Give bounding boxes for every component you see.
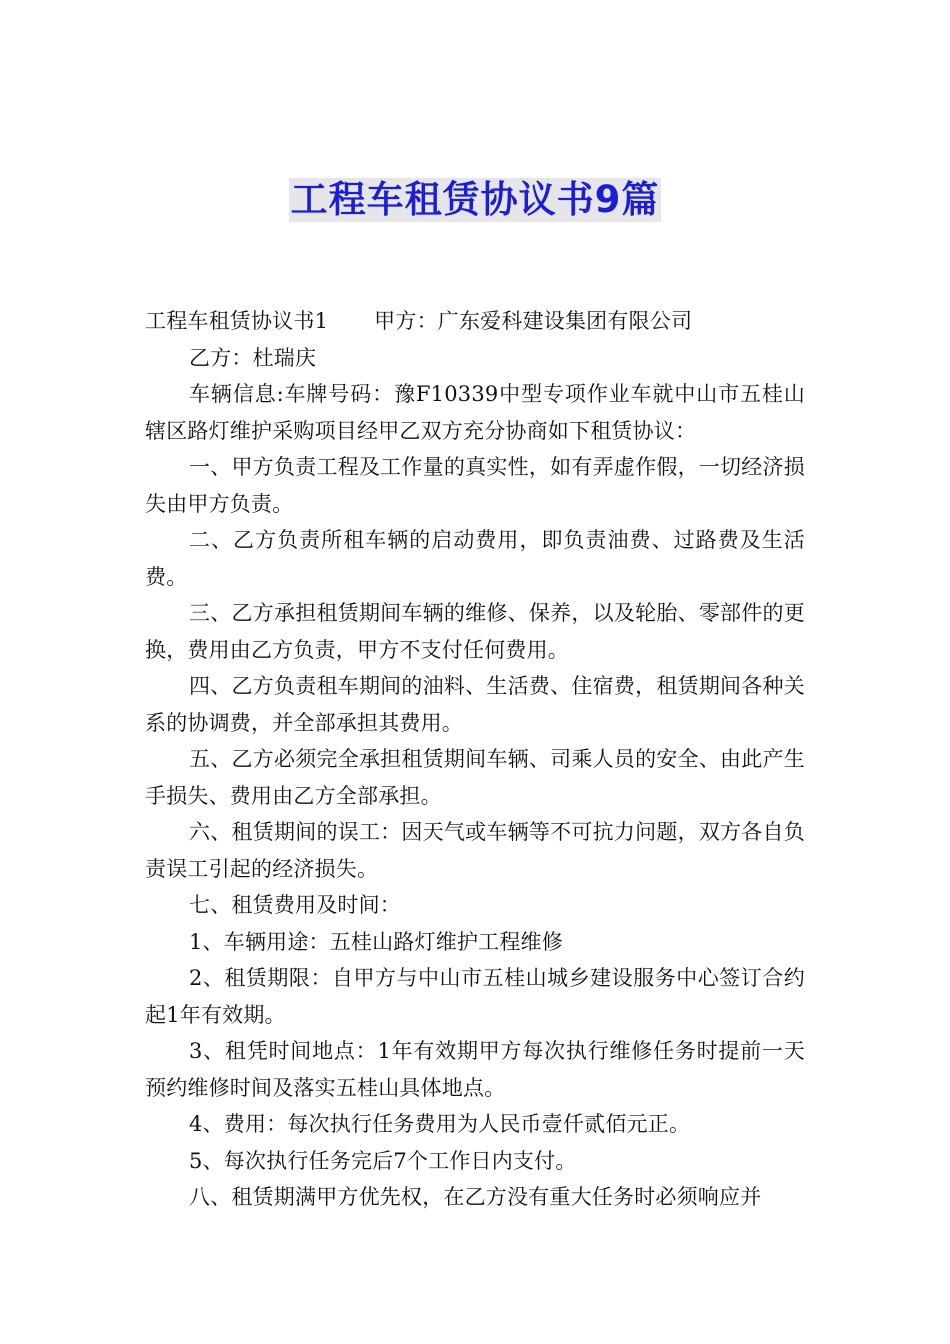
document-body: [145, 303, 805, 1216]
party-a: 甲方：广东爱科建设集团有限公司: [374, 309, 693, 333]
paragraph-clause-3: 三、乙方承担租赁期间车辆的维修、保养，以及轮胎、零部件的更换，费用由乙方负责，甲方不支付任何费用。: [145, 601, 805, 662]
paragraph-item-5: 5、每次执行任务完后7个工作日内支付。: [189, 1148, 577, 1173]
paragraph-item-1: 1、车辆用途：五桂山路灯维护工程维修: [189, 929, 563, 954]
document-title: 工程车租赁协议书9篇: [290, 178, 660, 221]
paragraph-clause-7: 七、租赁费用及时间：: [189, 893, 401, 917]
paragraph-clause-6: 六、租赁期间的误工：因天气或车辆等不可抗力问题，双方各自负责误工引起的经济损失。: [145, 820, 805, 881]
paragraph-clause-5: 五、乙方必须完全承担租赁期间车辆、司乘人员的安全、由此产生手损失、费用由乙方全部承担。: [145, 747, 805, 808]
paragraph-item-4: 4、费用：每次执行任务费用为人民币壹仟贰佰元正。: [189, 1112, 691, 1136]
title-container: [0, 178, 950, 222]
paragraph-clause-4: 四、乙方负责租车期间的油料、生活费、住宿费，租赁期间各种关系的协调费，并全部承担其费用。: [145, 674, 805, 735]
paragraph-clause-1: 一、甲方负责工程及工作量的真实性，如有弄虚作假，一切经济损失由甲方负责。: [145, 455, 805, 516]
paragraph-party-b: 乙方：杜瑞庆: [189, 345, 317, 370]
agreement-heading: 工程车租赁协议书1: [145, 309, 329, 333]
first-line: [145, 303, 805, 340]
paragraph-clause-2: 二、乙方负责所租车辆的启动费用，即负责油费、过路费及生活费。: [145, 528, 805, 589]
paragraph-item-3: 3、租凭时间地点：1年有效期甲方每次执行维修任务时提前一天预约维修时间及落实五桂山具体地点。: [145, 1039, 805, 1100]
paragraph-clause-8: 八、租赁期满甲方优先权，在乙方没有重大任务时必须响应并: [189, 1185, 762, 1209]
paragraph-vehicle-info: 车辆信息:车牌号码：豫F10339中型专项作业车就中山市五桂山辖区路灯维护采购项目经甲乙双方充分协商如下租赁协议：: [145, 382, 805, 443]
paragraph-item-2: 2、租赁期限：自甲方与中山市五桂山城乡建设服务中心签订合约起1年有效期。: [145, 966, 805, 1027]
